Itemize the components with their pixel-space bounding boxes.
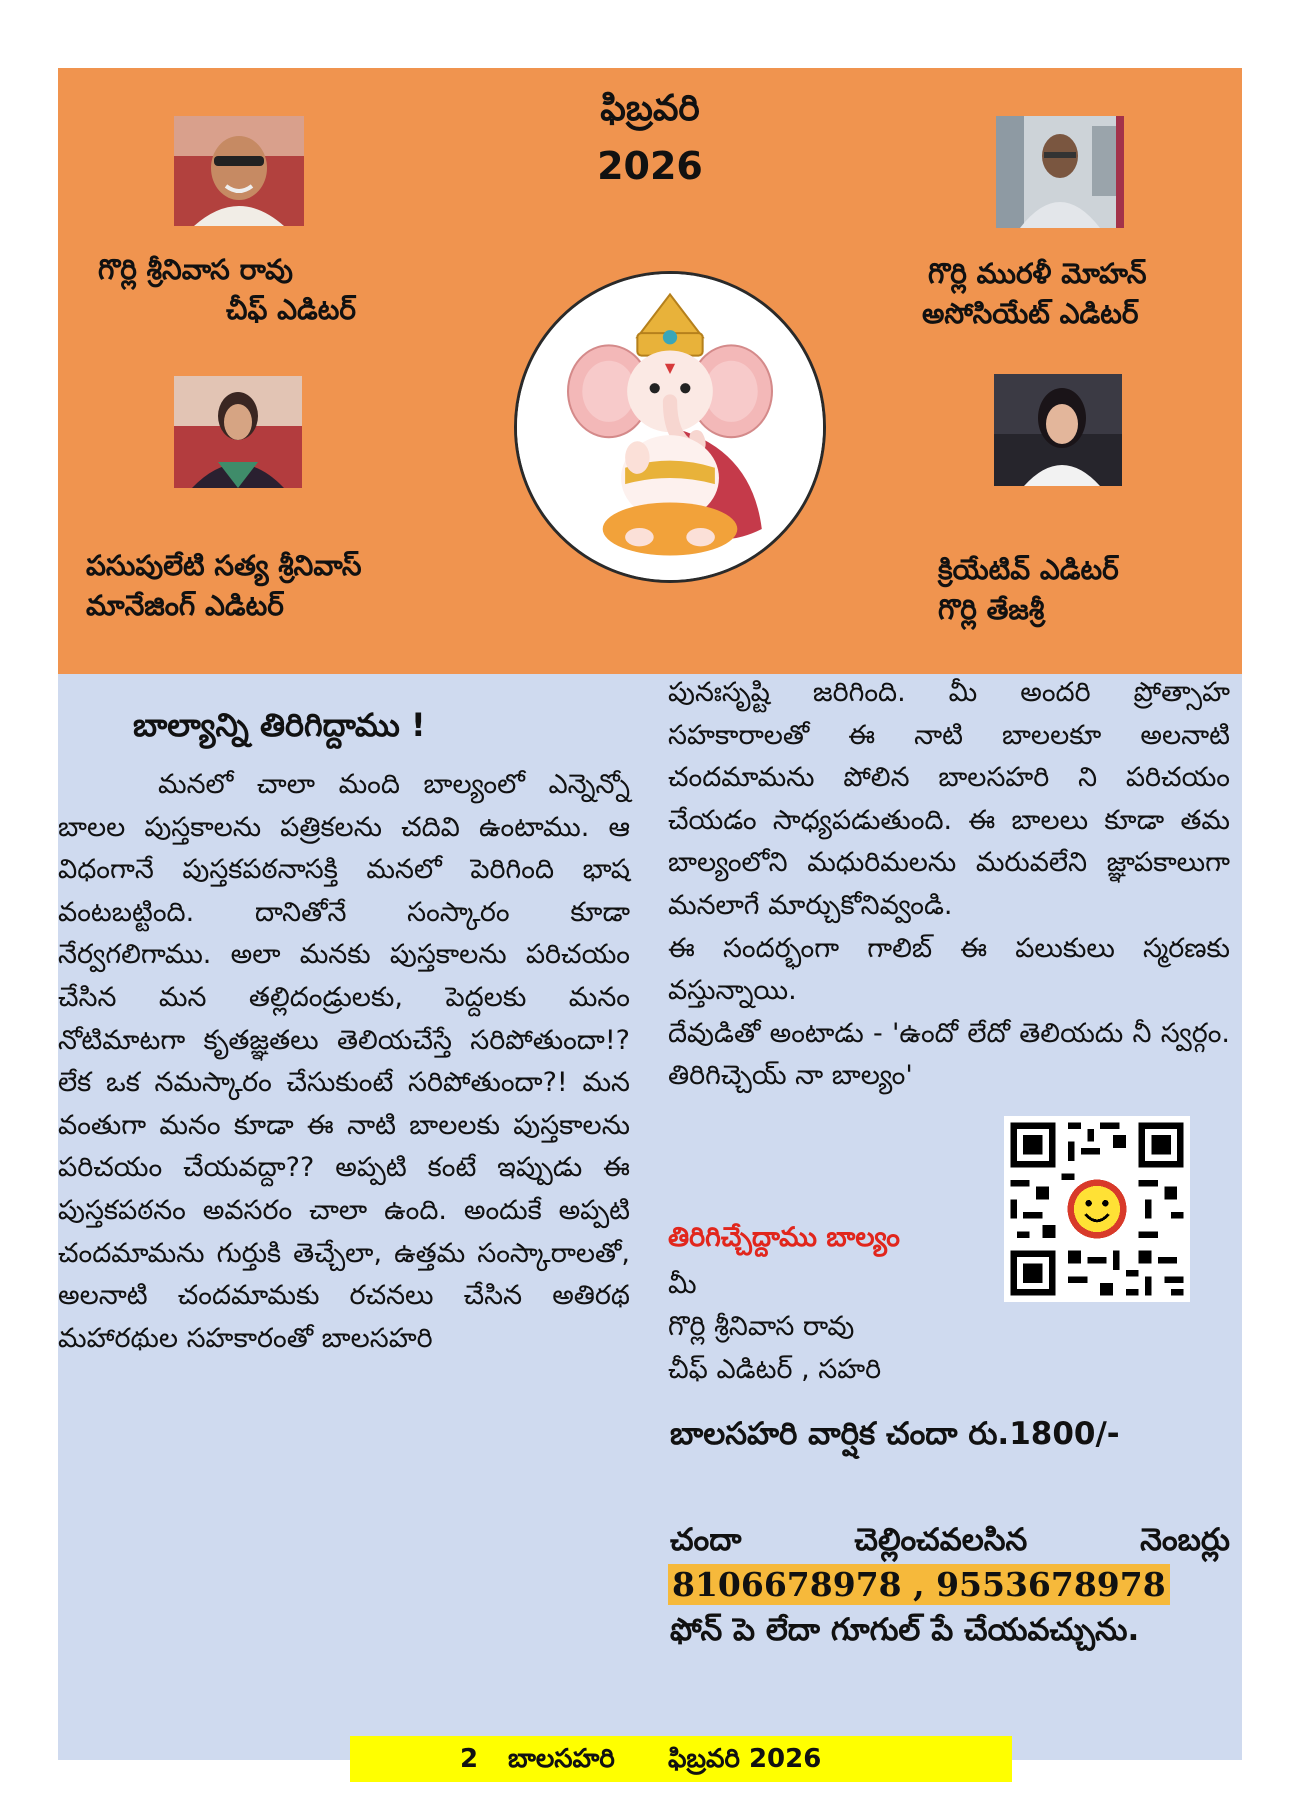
article-section — [58, 674, 1242, 1760]
qr-code[interactable] — [1004, 1116, 1190, 1302]
managing-editor-credit — [86, 546, 361, 626]
issue-date: ఫిబ్రవరి 2026 — [668, 1744, 822, 1774]
creative-editor-photo — [994, 374, 1122, 486]
highlight-slogan: తిరిగిచ్చేద్దాము బాల్యం — [668, 1222, 900, 1253]
signature-role: చీఫ్ ఎడిటర్ , సహరి — [668, 1354, 882, 1385]
signoff: మీ — [668, 1269, 697, 1300]
page-footer — [350, 1736, 1012, 1782]
associate-editor-role: అసోసియేట్ ఎడిటర్ — [922, 297, 1139, 330]
heading-word: నెంబర్లు — [1140, 1522, 1230, 1558]
article-left-column: మనలో చాలా మంది బాల్యంలో ఎన్నెన్నో బాలల పుస్తకాలను పత్రికలను చదివి ఉంటాము. ఆ విధంగానే పుస్తకపఠనాసక్తి మనలో పెరిగింది భాష వంటబట్టింది. దానితోనే సంస్కారం కూడా నేర్వగలిగాము. అలా మనకు పుస్తకాలను పరిచయం చేసిన మన తల్లిదండ్రులకు, పెద్దలకు మనం నోటిమాటగా కృతజ్ఞతలు తెలియచేస్తే సరిపోతుందా!? లేక ఒక నమస్కారం చేసుకుంటే సరిపోతుందా?! మన వంతుగా మనం కూడా ఈ నాటి బాలలకు పుస్తకాలను పరిచయం చేయవద్దా?? అప్పటి కంటే ఇప్పుడు ఈ పుస్తకపఠనం అవసరం చాలా ఉంది. అందుకే అప్పటి చందమామను గుర్తుకి తెచ్చేలా, ఉత్తమ సంస్కారాలతో, అలనాటి చందమామకు రచనలు చేసిన అతిరథ మహారథుల సహకారంతో బాలసహరి — [58, 769, 630, 1354]
associate-editor-photo — [996, 116, 1124, 228]
chief-editor-photo — [174, 116, 304, 226]
heading-word: చెల్లించవలసిన — [854, 1522, 1028, 1558]
creative-editor-credit — [938, 550, 1119, 630]
managing-editor-role: మానేజింగ్ ఎడిటర్ — [86, 589, 284, 622]
signature-name: గొర్లి శ్రీనివాస రావు — [668, 1311, 855, 1342]
payment-phone-numbers[interactable]: 8106678978 , 9553678978 — [668, 1564, 1170, 1605]
article-paragraph: దేవుడితో అంటాడు - 'ఉందో లేదో తెలియదు నీ స్వర్గం. తిరిగిచ్చెయ్ నా బాల్యం' — [668, 1017, 1230, 1092]
associate-editor-credit — [922, 254, 1147, 334]
issue-month: ఫిబ్రవరి — [600, 88, 700, 129]
magazine-name: బాలసహరి — [508, 1744, 615, 1774]
heading-word: చందా — [670, 1522, 742, 1558]
article-paragraph: పునఃసృష్టి జరిగింది. మీ అందరి ప్రోత్సాహ సహకారాలతో ఈ నాటి బాలలకూ అలనాటి చందమామను పోలిన బాలసహరి ని పరిచయం చేయడం సాధ్యపడుతుంది. ఈ బాలలు కూడా తమ బాల్యంలోని మధురిమలను మరువలేని జ్ఞాపకాలుగా మనలాగే మార్చుకోనివ్వండి. — [668, 677, 1230, 921]
article-title: బాల్యాన్ని తిరిగిద్దాము ! — [133, 706, 426, 744]
managing-editor-name: పసుపులేటి సత్య శ్రీనివాస్ — [86, 549, 362, 582]
payment-methods: ఫోన్ పె లేదా గూగుల్ పే చేయవచ్చును. — [670, 1612, 1140, 1648]
article-paragraph: ఈ సందర్భంగా గాలిబ్ ఈ పలుకులు స్మరణకు వస్తున్నాయి. — [668, 932, 1230, 1007]
article-right-column — [668, 672, 1230, 1098]
chief-editor-role: చీఫ్ ఎడిటర్ — [226, 293, 356, 326]
associate-editor-name: గొర్లి మురళీ మోహన్ — [928, 257, 1147, 290]
creative-editor-name: గొర్లి తేజశ్రీ — [938, 593, 1045, 626]
editorial-header — [58, 68, 1242, 674]
payment-numbers-heading — [670, 1522, 1230, 1565]
chief-editor-name: గొర్లి శ్రీనివాస రావు — [98, 253, 293, 286]
page-number: 2 — [460, 1744, 479, 1774]
managing-editor-photo — [174, 376, 302, 488]
subscription-price: బాలసహరి వార్షిక చందా రు.1800/- — [670, 1416, 1120, 1452]
creative-editor-role: క్రియేటివ్ ఎడిటర్ — [938, 553, 1119, 586]
issue-year: 2026 — [597, 144, 703, 188]
chief-editor-credit — [98, 250, 356, 330]
ganesha-logo — [514, 271, 826, 583]
